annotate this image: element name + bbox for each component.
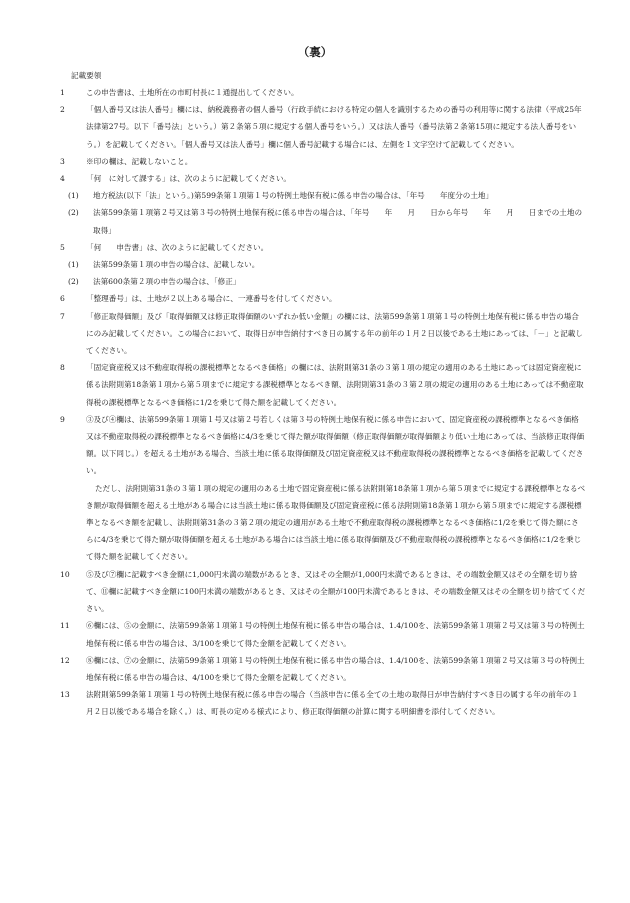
subitem-text: 法第599条第１項の申告の場合は、記載しない。 — [93, 260, 260, 270]
item-text: 法附則第599条第１項第１号の特例土地保有税に係る申告の場合（当該申告に係る全ての土地の取得日が申告納付すべき日の属する年の前年の１月２日以後である場合を除く。）は、町長の定める様式により、修正取得価額の計算に関する明細書を添付してください。 — [86, 690, 579, 717]
item-number: 4 — [60, 174, 65, 184]
subitem-number: (2) — [68, 208, 79, 218]
item-number: 2 — [60, 105, 65, 115]
item-text: ⑧欄には、⑦の金額に、法第599条第１項第１号の特例土地保有税に係る申告の場合は、1.4/100を、法第599条第１項第２号又は第３号の特例土地保有税に係る申告の場合は、4/100を乗じて得た金額を記載してください。 — [86, 655, 585, 682]
section-heading: 記載要領 — [71, 71, 102, 80]
instruction-item-3 — [0, 153, 586, 170]
subitem-text: 法第600条第２項の申告の場合は、「修正」 — [93, 277, 241, 287]
item-text: 「個人番号又は法人番号」欄には、納税義務者の個人番号（行政手続における特定の個人を識別するための番号の利用等に関する法律（平成25年法律第27号。以下「番号法」という。）第２条第５項に規定する個人番号をいう。）又は法人番号（番号法第２条第15項に規定する法人番号をいう。）を記載してください。「個人番号又は法人番号」欄に個人番号記載する場合には、左側を１文字空けて記載してください。 — [86, 105, 582, 149]
item-text: 「何 に対して課する」は、次のように記載してください。 — [86, 174, 292, 184]
subitem-text: 地方税法(以下「法」という。)第599条第１項第１号の特例土地保有税に係る申告の場合は、「年号 年度分の土地」 — [93, 191, 494, 201]
subitem-text: 法第599条第１項第２号又は第３号の特例土地保有税に係る申告の場合は、「年号 年 月 日から年号 年 月 日までの土地の取得」 — [93, 208, 583, 235]
item-number: 12 — [60, 655, 70, 665]
item-number: 3 — [60, 156, 65, 166]
item-number: 10 — [60, 569, 70, 579]
instruction-item-4 — [0, 170, 586, 187]
instruction-item-10 — [0, 566, 586, 618]
instruction-subitem-5-2 — [0, 273, 585, 290]
item-text: 「固定資産税又は不動産取得税の課税標準となるべき価格」の欄には、法附則第31条の３第１項の規定の適用のある土地にあっては固定資産税に係る法附則第18条第１項から第５項までに規定する課税標準となるべき額、法附則第31条の３第２項の規定の適用のある土地にあっては不動産取得税の課税標準となるべき価格に1/2を乗じて得た額を記載してください。 — [86, 363, 584, 407]
item-number: 1 — [60, 88, 65, 97]
instructions-list — [0, 84, 630, 721]
instruction-subitem-4-1 — [0, 187, 585, 204]
instruction-item-9 — [0, 411, 586, 480]
instruction-item-5 — [0, 239, 586, 256]
item-text: 「修正取得価額」及び「取得価額又は修正取得価額のいずれか低い金額」の欄には、法第599条第１項第１号の特例土地保有税に係る申告の場合にのみ記載してください。この場合において、取得日が申告納付すべき日の属する年の前年の１月２日以後である土地にあっては、「－」と記載してください。 — [86, 311, 583, 356]
item-text: ※印の欄は、記載しないこと。 — [86, 156, 193, 166]
item-text: ⑤及び⑦欄に記載すべき金額に1,000円未満の端数があるとき、又はその全額が1,000円未満であるときは、その端数金額又はその全額を切り捨て、⑪欄に記載すべき金額に100円未満の端数があるとき、又はその全額が100円未満であるときは、その端数金額又はその全額を切り捨ててください。 — [86, 569, 586, 614]
item-number: 11 — [60, 621, 70, 631]
item-number: 6 — [60, 294, 65, 304]
item-number: 8 — [60, 363, 65, 373]
page-title: （裏） — [297, 45, 333, 59]
instruction-item-12 — [0, 652, 586, 686]
item-text: 「整理番号」は、土地が２以上ある場合に、一連番号を付してください。 — [86, 294, 337, 304]
item-text: ③及び④欄は、法第599条第１項第１号又は第２号若しくは第３号の特例土地保有税に係る申告において、固定資産税の課税標準となるべき価格又は不動産取得税の課税標準となるべき価格に4/3を乗じて得た額が取得価額（修正取得価額が取得価額より低い土地にあっては、当該修正取得価額。以下同じ。）を超える土地がある場合、当該土地に係る取得価額及び固定資産税又は不動産取得税の課税標準となるべき価格を記載してください。 — [86, 414, 585, 476]
item-text: この申告書は、土地所在の市町村長に１通提出してください。 — [86, 88, 299, 97]
subitem-number: (2) — [68, 277, 79, 287]
subitem-number: (1) — [68, 191, 79, 201]
instruction-item-11 — [0, 617, 586, 651]
item-number: 7 — [60, 311, 65, 321]
instruction-item-9-proviso — [0, 480, 586, 566]
item-number: 13 — [60, 690, 70, 700]
item-text: 「何 申告書」は、次のように記載してください。 — [86, 242, 269, 252]
instruction-item-8 — [0, 359, 586, 411]
instruction-item-13 — [0, 686, 586, 720]
item-text: ただし、法附則第31条の３第１項の規定の適用のある土地で固定資産税に係る法附則第18条第１項から第５項までに規定する課税標準となるべき額が取得価額を超える土地がある場合には当該土地に係る取得価額及び固定資産税に係る法附則第18条第１項から第５項までに規定する課税標準となるべき額を記載し、法附則第31条の３第２項の規定の適用がある土地で不動産取得税の課税標準となるべき価格に1/2を乗じて得た額にさらに4/3を乗じて得た額が取得価額を超える土地がある場合には当該土地に係る取得価額及び不動産取得税の課税標準となるべき価格に1/2を乗じて得た額を記載してください。 — [86, 483, 586, 562]
item-number: 9 — [60, 414, 65, 424]
instruction-item-7 — [0, 308, 586, 360]
instruction-subitem-4-2 — [0, 204, 585, 238]
subitem-number: (1) — [68, 260, 79, 270]
item-text: ⑥欄には、⑤の金額に、法第599条第１項第１号の特例土地保有税に係る申告の場合は、1.4/100を、法第599条第１項第２号又は第３号の特例土地保有税に係る申告の場合は、3/100を乗じて得た金額を記載してください。 — [86, 621, 585, 648]
instruction-item-2 — [0, 101, 586, 153]
item-number: 5 — [60, 242, 65, 252]
instruction-subitem-5-1 — [0, 256, 585, 273]
instruction-item-1 — [0, 84, 586, 101]
instruction-item-6 — [0, 290, 586, 307]
